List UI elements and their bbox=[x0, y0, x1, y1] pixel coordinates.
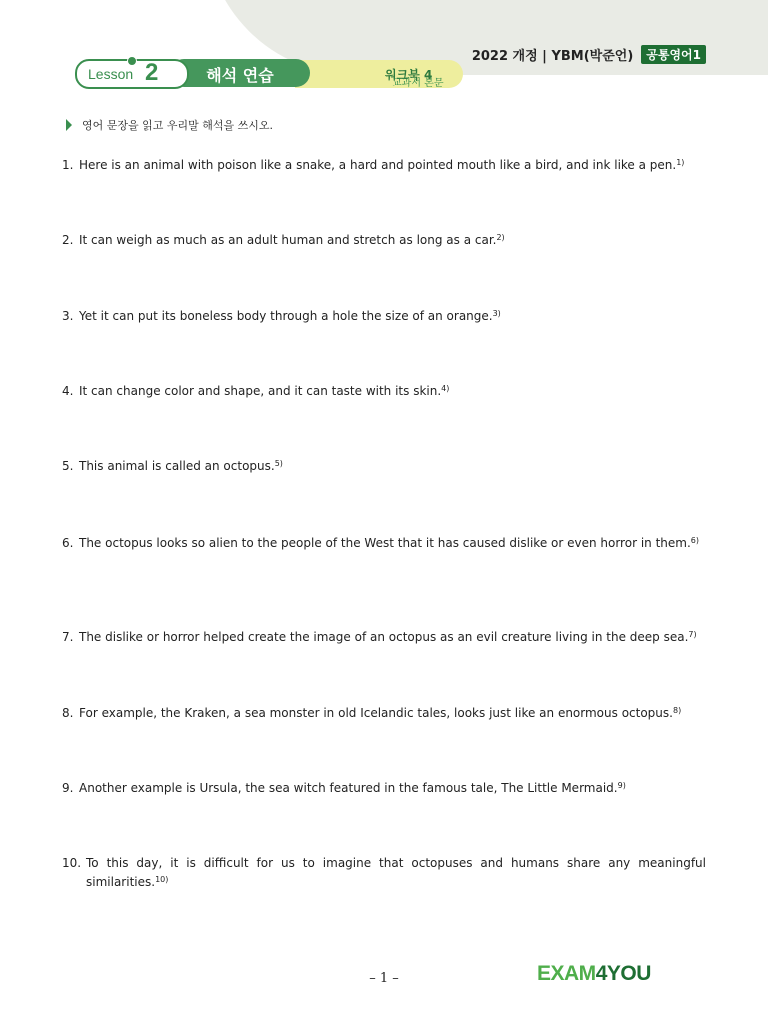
instruction bbox=[66, 117, 273, 133]
question-number: 2. bbox=[62, 233, 74, 247]
footnote-ref: 3) bbox=[492, 309, 501, 318]
dot-icon bbox=[127, 56, 137, 66]
question-item bbox=[62, 307, 706, 326]
footnote-ref: 4) bbox=[441, 384, 450, 393]
logo-part-4you: 4YOU bbox=[595, 962, 651, 985]
title-pill bbox=[170, 59, 310, 87]
question-item bbox=[62, 231, 706, 250]
question-number: 1. bbox=[62, 158, 74, 172]
edition-label: 2022 개정 | YBM(박준언) bbox=[471, 49, 634, 64]
question-text: This animal is called an octopus. bbox=[79, 459, 275, 473]
subject-badge: 공통영어1 bbox=[641, 45, 706, 64]
question-number: 5. bbox=[62, 459, 74, 473]
question-item bbox=[62, 704, 706, 723]
question-number: 6. bbox=[62, 536, 74, 550]
question-number: 10. bbox=[62, 856, 82, 870]
question-item bbox=[62, 457, 706, 476]
question-number: 7. bbox=[62, 630, 74, 644]
question-text: Here is an animal with poison like a snake, a hard and pointed mouth like a bird, and ink like a pen. bbox=[79, 158, 677, 172]
lesson-badge bbox=[75, 59, 189, 89]
footnote-ref: 8) bbox=[672, 706, 682, 715]
instruction-text: 영어 문장을 읽고 우리말 해석을 쓰시오. bbox=[82, 119, 273, 132]
page-title: 해석 연습 bbox=[206, 66, 274, 85]
question-number: 8. bbox=[62, 706, 74, 720]
question-number: 3. bbox=[62, 309, 74, 323]
question-text: The octopus looks so alien to the people of the West that it has caused dislike or even horror in them. bbox=[79, 536, 691, 550]
footnote-ref: 10) bbox=[155, 875, 169, 884]
source-label: 교과서 본문 bbox=[392, 78, 444, 89]
workbook-label: 워크북 4 bbox=[385, 68, 433, 82]
question-item bbox=[62, 854, 706, 892]
logo-part-exam: EXAM bbox=[537, 962, 596, 985]
question-item bbox=[62, 534, 706, 553]
question-item bbox=[62, 779, 706, 798]
question-number: 9. bbox=[62, 781, 74, 795]
question-item bbox=[62, 628, 706, 647]
question-number: 4. bbox=[62, 384, 74, 398]
question-text: It can change color and shape, and it can taste with its skin. bbox=[79, 384, 442, 398]
question-text: The dislike or horror helped create the image of an octopus as an evil creature living in the deep sea. bbox=[79, 630, 689, 644]
question-item bbox=[62, 382, 706, 401]
header-info bbox=[472, 45, 706, 64]
footnote-ref: 6) bbox=[690, 536, 699, 545]
footnote-ref: 2) bbox=[496, 233, 505, 242]
lesson-word: Lesson bbox=[88, 66, 134, 82]
lesson-number: 2 bbox=[145, 59, 159, 86]
triangle-bullet-icon bbox=[66, 119, 72, 131]
footnote-ref: 1) bbox=[676, 158, 685, 167]
page-number: – 1 – bbox=[369, 971, 399, 986]
question-text: For example, the Kraken, a sea monster in old Icelandic tales, looks just like an enormous octopus. bbox=[79, 706, 673, 720]
question-text: To this day, it is difficult for us to imagine that octopuses and humans share any meaningful similarities. bbox=[86, 856, 706, 889]
exam4you-logo bbox=[537, 962, 651, 986]
footnote-ref: 5) bbox=[274, 459, 283, 468]
footnote-ref: 9) bbox=[617, 781, 626, 790]
footnote-ref: 7) bbox=[688, 630, 697, 639]
question-text: It can weigh as much as an adult human and stretch as long as a car. bbox=[79, 233, 497, 247]
question-text: Yet it can put its boneless body through a hole the size of an orange. bbox=[79, 309, 493, 323]
question-text: Another example is Ursula, the sea witch featured in the famous tale, The Little Mermaid. bbox=[79, 781, 618, 795]
question-item bbox=[62, 156, 706, 175]
